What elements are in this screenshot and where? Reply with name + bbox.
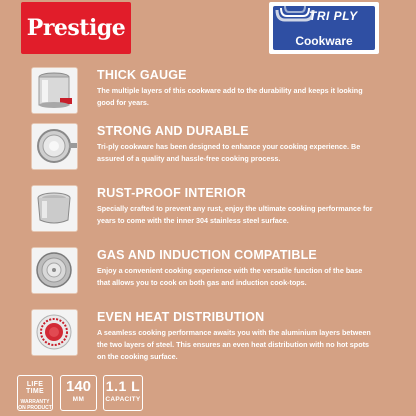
heat-distribution-icon [32,310,77,355]
feature-even-heat [0,310,416,370]
feature-title: GAS AND INDUCTION COMPATIBLE [97,248,317,262]
feature-description: A seamless cooking performance awaits you with the aluminium layers between the two layers of steel. This ensures an even heat distribution with no hot spots on the cooking surface. [97,328,371,361]
feature-gas-induction [0,248,416,308]
prestige-logo [21,2,131,54]
triply-title: TRI PLY [309,9,358,23]
pot-rust-proof-icon [32,186,77,231]
badge-warranty-text: WARRANTY ON PRODUCT [18,399,52,411]
badge-lifetime-text: LIFE TIME [26,381,44,395]
triply-subtitle: Cookware [295,34,353,48]
prestige-logo-text: Prestige [26,15,126,41]
triply-cookware-logo [269,2,379,54]
feature-description: Tri-ply cookware has been designed to enhance your cooking experience. Be assured of a quality and hassle-free cooking process. [97,142,361,163]
badge-capacity-value: 1.1 L [105,378,141,394]
feature-rust-proof [0,186,416,246]
feature-description: The multiple layers of this cookware add to the durability and keeps it looking good for years. [97,86,363,107]
pot-interior-top-icon [32,124,77,169]
badge-size-unit: MM [72,396,85,403]
feature-description: Enjoy a convenient cooking experience with the versatile function of the base that allows you to cook on both gas and induction cook-tops. [97,266,363,287]
feature-description: Specially crafted to prevent any rust, enjoy the ultimate cooking performance for years to come with the inner 304 stainless steel surface. [97,204,373,225]
pot-base-icon [32,248,77,293]
feature-title: STRONG AND DURABLE [97,124,249,138]
lifetime-warranty-badge [17,375,53,411]
pot-thick-gauge-icon [32,68,77,113]
badge-size-value: 140 [65,378,92,395]
feature-thick-gauge [0,68,416,128]
capacity-badge [103,375,143,411]
size-badge [60,375,97,411]
badge-capacity-label: CAPACITY [105,396,141,403]
feature-title: EVEN HEAT DISTRIBUTION [97,310,265,324]
feature-title: THICK GAUGE [97,68,187,82]
feature-strong-durable [0,124,416,184]
feature-title: RUST-PROOF INTERIOR [97,186,246,200]
